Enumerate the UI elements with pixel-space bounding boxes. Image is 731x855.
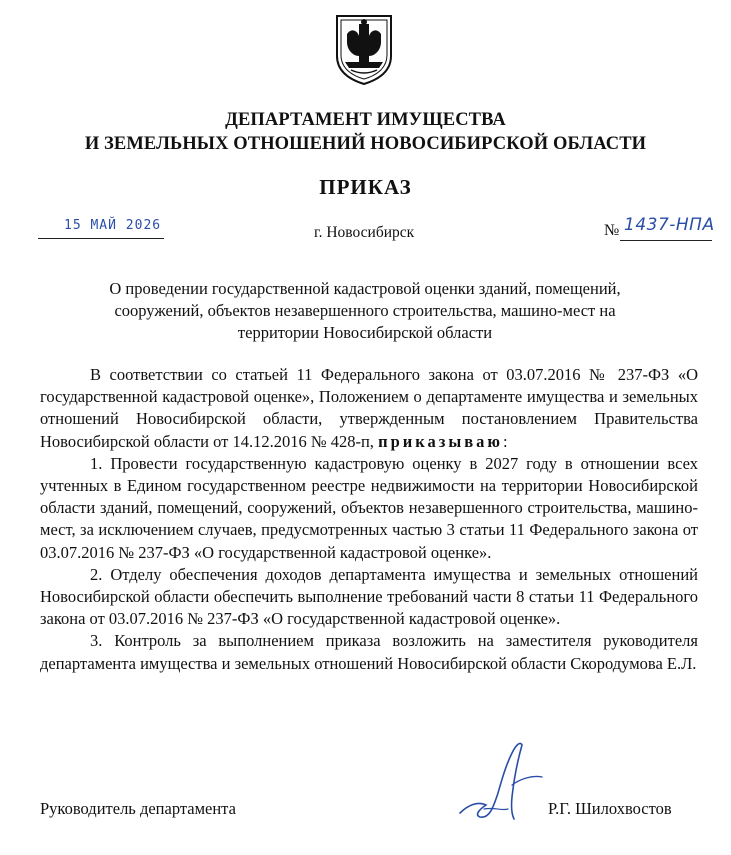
date-stamp: 15 МАЙ 2026 (64, 218, 162, 233)
intro-paragraph (40, 364, 698, 453)
department-line-1: ДЕПАРТАМЕНТ ИМУЩЕСТВА (225, 110, 506, 130)
date-underline (38, 238, 164, 239)
item-3: 3. Контроль за выполнением приказа возложить на заместителя руководителя департамента имущества и земельных отношений Новосибирской области Скородумова Е.Л. (40, 631, 698, 673)
intro-text: В соответствии со статьей 11 Федерального закона от 03.07.2016 № 237-ФЗ «О государственной кадастровой оценке», Положением о департаменте имущества и земельных отношений Новосибирской области, утвержденным постановлением Правительства Новосибирской области от 14.12.2016 № 428-п, (40, 365, 698, 451)
signature-icon (450, 735, 560, 825)
coat-of-arms-icon (331, 12, 397, 86)
intro-emphasis: приказываю (378, 431, 504, 451)
item-2: 2. Отделу обеспечения доходов департамента имущества и земельных отношений Новосибирской области обеспечить выполнение требований части 8 статьи 11 Федерального закона от 03.07.2016 № 237-ФЗ «О государственной кадастровой оценке». (40, 564, 698, 629)
document-body (40, 364, 698, 675)
signer-role: Руководитель департамента (40, 799, 236, 818)
item-1: 1. Провести государственную кадастровую оценку в 2027 году в отношении всех учтенных в Едином государственном реестре недвижимости на территории Новосибирской области зданий, помещений, сооружений, объектов незавершенного строительства, машино-мест, за исключением случаев, предусмотренных частью 3 статьи 11 Федерального закона от 03.07.2016 № 237-ФЗ «О государственной кадастровой оценке». (40, 453, 698, 562)
intro-end: : (503, 431, 508, 451)
title-line-2: сооружений, объектов незавершенного строительства, машино-мест на (114, 301, 616, 320)
signer-name: Р.Г. Шилохвостов (548, 799, 672, 818)
number-underline (620, 240, 712, 241)
department-line-2: И ЗЕМЕЛЬНЫХ ОТНОШЕНИЙ НОВОСИБИРСКОЙ ОБЛАСТИ (84, 134, 647, 154)
document-title (40, 278, 690, 344)
title-line-1: О проведении государственной кадастровой оценки зданий, помещений, (109, 279, 621, 298)
department-name (0, 108, 731, 156)
city: г. Новосибирск (314, 224, 415, 241)
document-type: ПРИКАЗ (319, 175, 412, 199)
document-number: 1437-НПА (624, 215, 715, 235)
title-line-3: территории Новосибирской области (237, 323, 493, 342)
number-label: № (604, 222, 620, 239)
